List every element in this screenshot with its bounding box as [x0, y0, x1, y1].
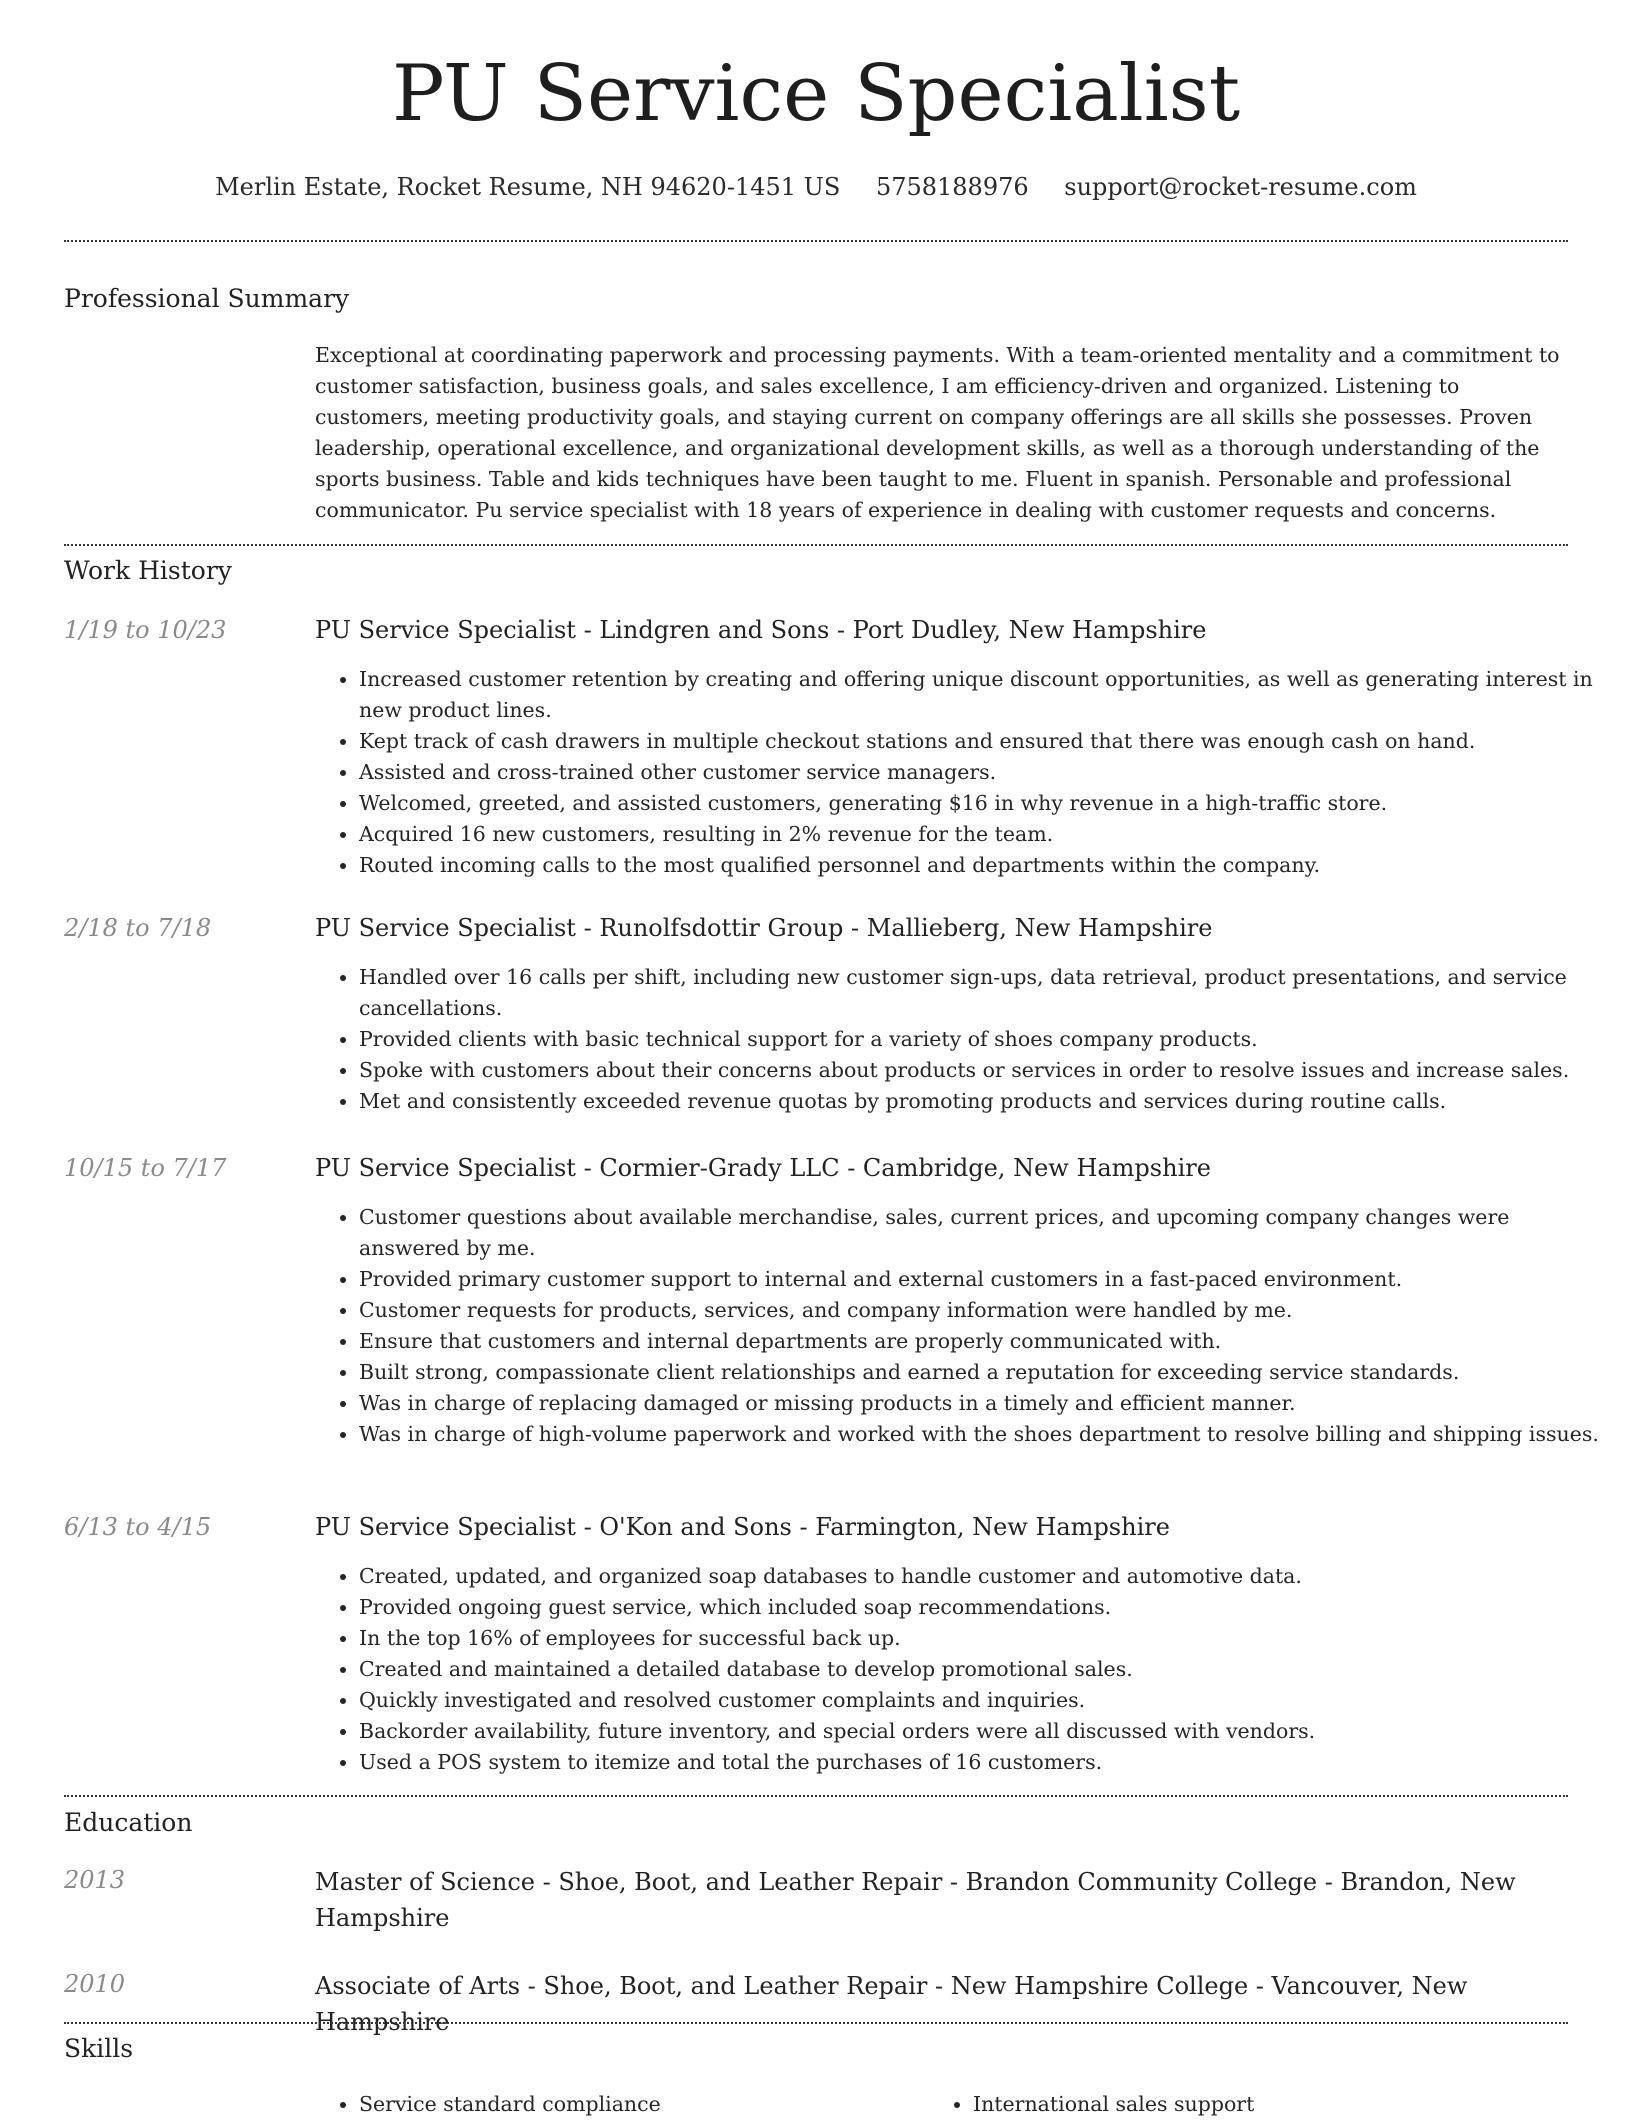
divider	[64, 2022, 1568, 2024]
job-heading: PU Service Specialist - Cormier-Grady LLC - Cambridge, New Hampshire	[315, 1154, 1211, 1182]
job-dates: 6/13 to 4/15	[64, 1513, 212, 1541]
education-heading: Master of Science - Shoe, Boot, and Leather Repair - Brandon Community College - Brandon, New Hampshire	[315, 1868, 1516, 1932]
list-item: • In the top 16% of employees for successful back up.	[359, 1623, 1611, 1654]
divider	[64, 240, 1568, 242]
list-item: • Acquired 16 new customers, resulting in 2% revenue for the team.	[359, 819, 1611, 850]
list-item: • Ensure that customers and internal departments are properly communicated with.	[359, 1326, 1611, 1357]
list-item: • Handled over 16 calls per shift, including new customer sign-ups, data retrieval, product presentations, and service cancellations.	[359, 962, 1611, 1024]
list-item: • Customer requests for products, services, and company information were handled by me.	[359, 1295, 1611, 1326]
list-item: • Was in charge of replacing damaged or missing products in a timely and efficient manner.	[359, 1388, 1611, 1419]
list-item: • Increased customer retention by creating and offering unique discount opportunities, as well as generating interest in new product lines.	[359, 664, 1611, 726]
education-year: 2013	[64, 1866, 126, 1894]
job-heading: PU Service Specialist - O'Kon and Sons - Farmington, New Hampshire	[315, 1513, 1170, 1541]
list-item: • Provided ongoing guest service, which included soap recommendations.	[359, 1592, 1611, 1623]
list-item: • Routed incoming calls to the most qualified personnel and departments within the company.	[359, 850, 1611, 881]
section-title-summary: Professional Summary	[64, 284, 350, 313]
contact-address: Merlin Estate, Rocket Resume, NH 94620-1451 US	[215, 173, 841, 201]
list-item: • Provided primary customer support to internal and external customers in a fast-paced environment.	[359, 1264, 1611, 1295]
education-heading: Associate of Arts - Shoe, Boot, and Leather Repair - New Hampshire College - Vancouver, New Hampshire	[315, 1972, 1468, 2036]
list-item: • Spoke with customers about their concerns about products or services in order to resolve issues and increase sales.	[359, 1055, 1611, 1086]
list-item: • Backorder availability, future inventory, and special orders were all discussed with vendors.	[359, 1716, 1611, 1747]
job-heading: PU Service Specialist - Lindgren and Sons - Port Dudley, New Hampshire	[315, 616, 1207, 644]
list-item: • Customer questions about available merchandise, sales, current prices, and upcoming company changes were answered by me.	[359, 1202, 1611, 1264]
skills-list-right	[929, 2089, 1533, 2120]
job-bullets	[315, 962, 1611, 1117]
job-bullets	[315, 1202, 1611, 1450]
list-item: • International sales support	[973, 2089, 1533, 2120]
list-item: • Welcomed, greeted, and assisted customers, generating $16 in why revenue in a high-traffic store.	[359, 788, 1611, 819]
resume-name: PU Service Specialist	[391, 49, 1241, 139]
job-dates: 2/18 to 7/18	[64, 914, 212, 942]
list-item: • Assisted and cross-trained other customer service managers.	[359, 757, 1611, 788]
list-item: • Built strong, compassionate client relationships and earned a reputation for exceeding service standards.	[359, 1357, 1611, 1388]
contact-phone: 5758188976	[875, 173, 1029, 201]
skills-list-left	[315, 2089, 919, 2120]
job-dates: 10/15 to 7/17	[64, 1154, 227, 1182]
list-item: • Service standard compliance	[359, 2089, 919, 2120]
list-item: • Quickly investigated and resolved customer complaints and inquiries.	[359, 1685, 1611, 1716]
section-title-skills: Skills	[64, 2034, 134, 2063]
list-item: • Created, updated, and organized soap databases to handle customer and automotive data.	[359, 1561, 1611, 1592]
list-item: • Kept track of cash drawers in multiple checkout stations and ensured that there was enough cash on hand.	[359, 726, 1611, 757]
list-item: • Created and maintained a detailed database to develop promotional sales.	[359, 1654, 1611, 1685]
job-bullets	[315, 664, 1611, 881]
list-item: • Met and consistently exceeded revenue quotas by promoting products and services during routine calls.	[359, 1086, 1611, 1117]
job-heading: PU Service Specialist - Runolfsdottir Group - Mallieberg, New Hampshire	[315, 914, 1213, 942]
list-item: • Provided clients with basic technical support for a variety of shoes company products.	[359, 1024, 1611, 1055]
section-title-education: Education	[64, 1808, 193, 1837]
education-year: 2010	[64, 1970, 126, 1998]
section-title-work: Work History	[64, 556, 232, 585]
divider	[64, 544, 1568, 546]
job-bullets	[315, 1561, 1611, 1778]
summary-text: Exceptional at coordinating paperwork and processing payments. With a team-oriented mentality and a commitment to customer satisfaction, business goals, and sales excellence, I am efficiency-driven and organized. Listening to customers, meeting productivity goals, and staying current on company offerings are all skills she possesses. Proven leadership, operational excellence, and organizational development skills, as well as a thorough understanding of the sports business. Table and kids techniques have been taught to me. Fluent in spanish. Personable and professional communicator. Pu service specialist with 18 years of experience in dealing with customer requests and concerns.	[315, 343, 1560, 522]
divider	[64, 1795, 1568, 1797]
list-item: • Used a POS system to itemize and total the purchases of 16 customers.	[359, 1747, 1611, 1778]
contact-line	[0, 173, 1632, 201]
list-item: • Was in charge of high-volume paperwork and worked with the shoes department to resolve billing and shipping issues.	[359, 1419, 1611, 1450]
contact-email: support@rocket-resume.com	[1064, 173, 1417, 201]
job-dates: 1/19 to 10/23	[64, 616, 227, 644]
